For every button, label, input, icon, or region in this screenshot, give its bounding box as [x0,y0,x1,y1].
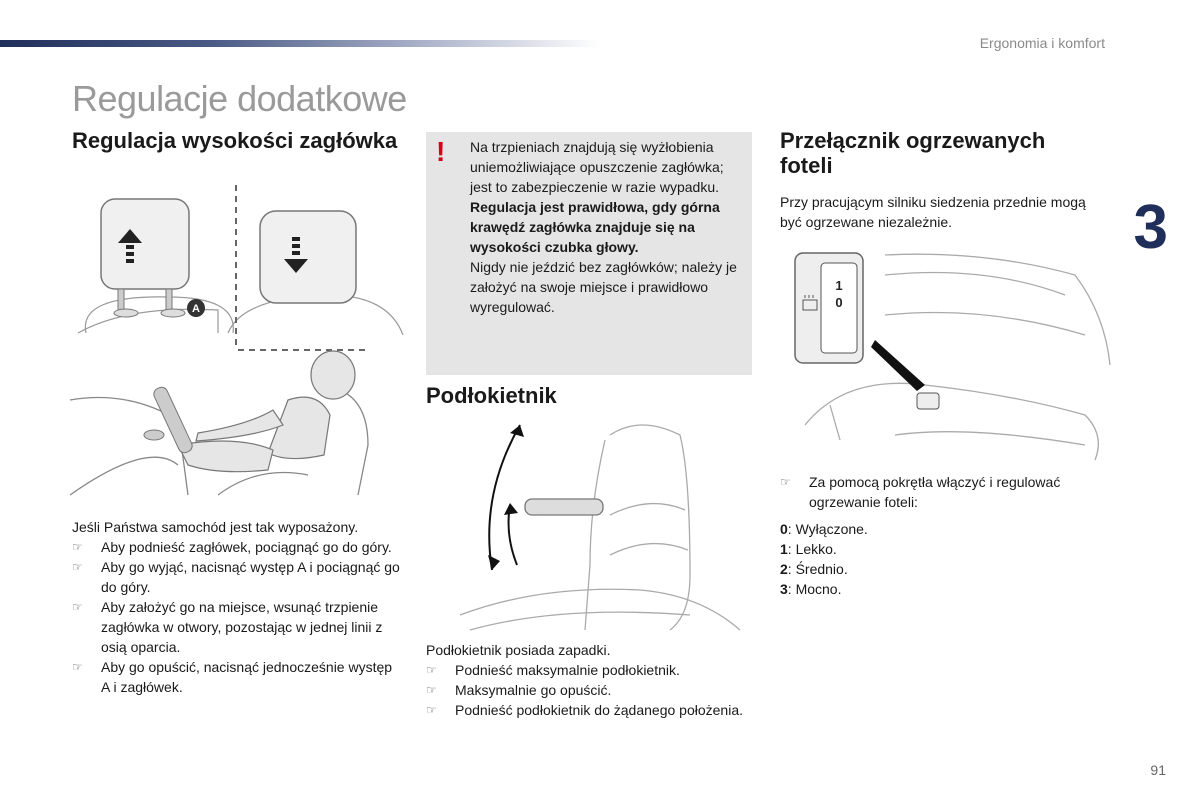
hand-pointer-icon: ☞ [426,703,437,717]
hand-pointer-icon: ☞ [72,600,83,614]
headrest-intro: Jeśli Państwa samochód jest tak wyposażony. [72,519,359,535]
list-item: ☞ Aby go wyjąć, nacisnąć występ A i pociągnąć go do góry. [72,559,400,595]
heat-levels-list [780,519,1100,599]
heated-seats-steps [780,472,1100,512]
driver-posture-illustration [68,345,408,500]
heat-level-item: 1: Lekko. [780,541,837,557]
svg-text:1: 1 [835,278,843,293]
warning-text: Na trzpieniach znajdują się wyżłobienia uniemożliwiające opuszczenie zagłówka; jest to zabezpieczenie w razie wypadku. [470,139,724,195]
heat-level-item: 0: Wyłączone. [780,521,868,537]
page-title: Regulacje dodatkowe [72,78,407,119]
armrest-heading: Podłokietnik [426,383,557,408]
hand-pointer-icon: ☞ [426,663,437,677]
armrest-steps [426,660,752,720]
warning-bold: Regulacja jest prawidłowa, gdy górna krawędź zagłówka znajduje się na wysokości czubka głowy. [470,199,720,255]
armrest-intro: Podłokietnik posiada zapadki. [426,642,611,658]
list-item: ☞ Aby założyć go na miejsce, wsunąć trzpienie zagłówka w otwory, pozostając w jednej linii z osią oparcia. [72,599,383,655]
hand-pointer-icon: ☞ [72,540,83,554]
list-item: ☞ Maksymalnie go opuścić. [426,682,612,698]
headrest-down [260,211,356,303]
headrest-up [101,199,189,317]
list-item: ☞ Podnieść podłokietnik do żądanego położenia. [426,702,743,718]
headrest-illustration [68,185,408,345]
list-item: ☞ Aby go opuścić, nacisnąć jednocześnie występ A i zagłówek. [72,659,393,695]
hand-pointer-icon: ☞ [72,560,83,574]
chapter-number: 3 [1133,193,1168,262]
warning-text-2: Nigdy nie jeździć bez zagłówków; należy je założyć na swoje miejsce i prawidłowo wyregulować. [470,259,737,315]
header-gradient-bar [0,40,600,47]
heat-level-item: 2: Średnio. [780,561,848,577]
heat-level-item: 3: Mocno. [780,581,842,597]
warning-box [426,132,752,375]
exclamation-icon: ! [436,136,446,167]
list-item: ☞ Za pomocą pokrętła włączyć i regulować ogrzewanie foteli: [780,474,1061,510]
hand-pointer-icon: ☞ [780,475,791,489]
armrest-illustration [440,415,760,635]
svg-text:0: 0 [835,295,843,310]
hand-pointer-icon: ☞ [72,660,83,674]
page-number: 91 [1150,762,1166,778]
hand-pointer-icon: ☞ [426,683,437,697]
headrest-steps [72,537,402,697]
list-item: ☞ Podnieść maksymalnie podłokietnik. [426,662,680,678]
list-item: ☞ Aby podnieść zagłówek, pociągnąć go do góry. [72,539,392,555]
heated-seat-illustration [785,245,1115,460]
heated-seats-heading: Przełącznik ogrzewanych foteli [780,128,1046,178]
callout-a [187,299,205,317]
svg-text:A: A [192,303,200,315]
section-title: Ergonomia i komfort [979,35,1105,51]
headrest-section [72,128,402,153]
headrest-heading: Regulacja wysokości zagłówka [72,128,398,153]
heated-seats-intro: Przy pracującym silniku siedzenia przednie mogą być ogrzewane niezależnie. [780,194,1086,230]
